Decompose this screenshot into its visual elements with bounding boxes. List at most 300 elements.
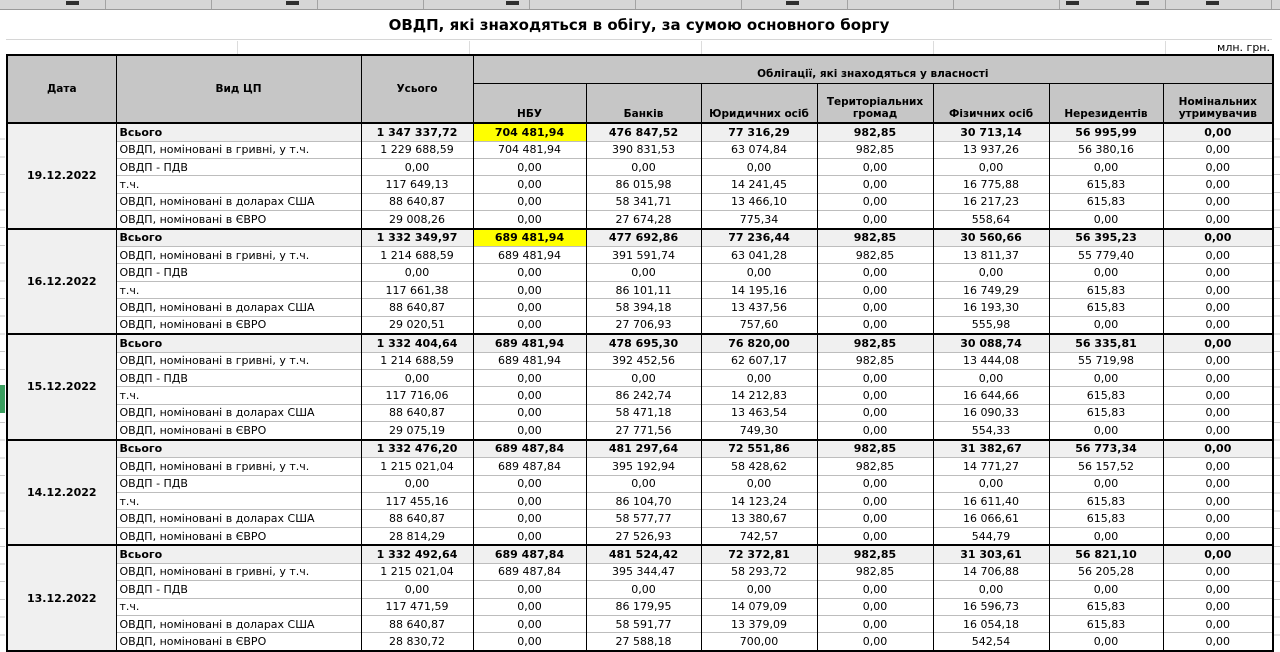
table-row bbox=[7, 492, 1273, 509]
total-value-cell: 0,00 bbox=[361, 264, 473, 281]
owner-value-cell: 16 596,73 bbox=[933, 598, 1049, 615]
owner-value-cell: 542,54 bbox=[933, 633, 1049, 651]
owner-value-cell: 0,00 bbox=[1163, 123, 1273, 141]
cut-off-text-mark bbox=[1066, 1, 1079, 5]
total-value-cell: 1 214 688,59 bbox=[361, 247, 473, 264]
owner-value-cell: 0,00 bbox=[1163, 247, 1273, 264]
col-header-nonresidents: Нерезидентів bbox=[1049, 83, 1163, 123]
row-label-cell: ОВДП, номіновані в гривні, у т.ч. bbox=[116, 563, 361, 580]
owner-value-cell: 0,00 bbox=[817, 316, 933, 334]
owner-value-cell: 0,00 bbox=[817, 404, 933, 421]
owner-value-cell: 0,00 bbox=[473, 316, 586, 334]
row-label-cell: т.ч. bbox=[116, 387, 361, 404]
owner-value-cell: 478 695,30 bbox=[586, 334, 701, 352]
owner-value-cell: 0,00 bbox=[1163, 176, 1273, 193]
owner-value-cell: 0,00 bbox=[473, 527, 586, 545]
owner-value-cell: 27 588,18 bbox=[586, 633, 701, 651]
owner-value-cell: 0,00 bbox=[817, 475, 933, 492]
total-value-cell: 28 814,29 bbox=[361, 527, 473, 545]
row-label-cell: ОВДП - ПДВ bbox=[116, 264, 361, 281]
owner-value-cell: 700,00 bbox=[701, 633, 817, 651]
owner-value-cell: 14 212,83 bbox=[701, 387, 817, 404]
table-row bbox=[7, 475, 1273, 492]
owner-value-cell: 0,00 bbox=[1163, 563, 1273, 580]
owner-value-cell: 0,00 bbox=[817, 527, 933, 545]
owner-value-cell: 554,33 bbox=[933, 422, 1049, 440]
owner-value-cell: 615,83 bbox=[1049, 598, 1163, 615]
cut-off-text-mark bbox=[786, 1, 799, 5]
owner-value-cell: 757,60 bbox=[701, 316, 817, 334]
owner-value-cell: 0,00 bbox=[1163, 281, 1273, 298]
owner-value-cell: 982,85 bbox=[817, 334, 933, 352]
owner-value-cell: 62 607,17 bbox=[701, 352, 817, 369]
cut-off-text-mark bbox=[1136, 1, 1149, 5]
owner-value-cell: 0,00 bbox=[1163, 141, 1273, 158]
row-label-cell: ОВДП, номіновані в ЄВРО bbox=[116, 422, 361, 440]
owner-value-cell: 0,00 bbox=[817, 510, 933, 527]
owner-value-cell: 749,30 bbox=[701, 422, 817, 440]
row-label-cell: ОВДП, номіновані в гривні, у т.ч. bbox=[116, 141, 361, 158]
owner-value-cell: 13 466,10 bbox=[701, 193, 817, 210]
owner-value-cell: 63 041,28 bbox=[701, 247, 817, 264]
table-row bbox=[7, 176, 1273, 193]
owner-value-cell: 0,00 bbox=[1163, 581, 1273, 598]
total-value-cell: 88 640,87 bbox=[361, 193, 473, 210]
table-row bbox=[7, 264, 1273, 281]
row-label-cell: ОВДП - ПДВ bbox=[116, 475, 361, 492]
row-label-cell: ОВДП, номіновані в гривні, у т.ч. bbox=[116, 458, 361, 475]
total-value-cell: 29 020,51 bbox=[361, 316, 473, 334]
date-cell: 13.12.2022 bbox=[7, 545, 116, 651]
owner-value-cell: 0,00 bbox=[817, 387, 933, 404]
owner-value-cell: 0,00 bbox=[473, 633, 586, 651]
owner-value-cell: 0,00 bbox=[1049, 316, 1163, 334]
owner-value-cell: 0,00 bbox=[817, 598, 933, 615]
owner-value-cell: 390 831,53 bbox=[586, 141, 701, 158]
col-header-individuals: Фізичних осіб bbox=[933, 83, 1049, 123]
total-value-cell: 1 332 404,64 bbox=[361, 334, 473, 352]
total-value-cell: 117 455,16 bbox=[361, 492, 473, 509]
owner-value-cell: 16 775,88 bbox=[933, 176, 1049, 193]
owner-value-cell: 0,00 bbox=[473, 299, 586, 316]
table-row bbox=[7, 581, 1273, 598]
owner-value-cell: 55 719,98 bbox=[1049, 352, 1163, 369]
owner-value-cell: 615,83 bbox=[1049, 193, 1163, 210]
owner-value-cell: 742,57 bbox=[701, 527, 817, 545]
owner-value-cell: 0,00 bbox=[473, 422, 586, 440]
owner-value-cell: 0,00 bbox=[586, 475, 701, 492]
owner-value-cell: 0,00 bbox=[933, 370, 1049, 387]
owner-value-cell: 30 560,66 bbox=[933, 229, 1049, 247]
owner-value-cell: 86 101,11 bbox=[586, 281, 701, 298]
owner-value-cell: 481 524,42 bbox=[586, 545, 701, 563]
owner-value-cell: 31 382,67 bbox=[933, 440, 1049, 458]
owner-value-cell: 982,85 bbox=[817, 247, 933, 264]
cut-off-text-mark bbox=[1206, 1, 1219, 5]
owner-value-cell: 16 090,33 bbox=[933, 404, 1049, 421]
owner-value-cell: 0,00 bbox=[473, 598, 586, 615]
table-row bbox=[7, 598, 1273, 615]
owner-value-cell: 615,83 bbox=[1049, 176, 1163, 193]
owner-value-cell: 481 297,64 bbox=[586, 440, 701, 458]
owner-value-cell: 0,00 bbox=[473, 193, 586, 210]
owner-value-cell: 0,00 bbox=[1163, 370, 1273, 387]
highlighted-nbu-value-cell: 704 481,94 bbox=[473, 123, 586, 141]
table-row bbox=[7, 281, 1273, 298]
date-cell: 14.12.2022 bbox=[7, 440, 116, 546]
owner-value-cell: 0,00 bbox=[1163, 316, 1273, 334]
owner-value-cell: 86 015,98 bbox=[586, 176, 701, 193]
col-header-banks: Банків bbox=[586, 83, 701, 123]
owner-value-cell: 14 195,16 bbox=[701, 281, 817, 298]
col-header-territorial: Територіальних громад bbox=[817, 83, 933, 123]
owner-value-cell: 0,00 bbox=[817, 492, 933, 509]
owner-value-cell: 689 487,84 bbox=[473, 458, 586, 475]
col-header-total: Усього bbox=[361, 55, 473, 123]
owner-value-cell: 982,85 bbox=[817, 458, 933, 475]
table-row bbox=[7, 527, 1273, 545]
row-label-cell: ОВДП, номіновані в доларах США bbox=[116, 193, 361, 210]
owner-value-cell: 0,00 bbox=[1049, 264, 1163, 281]
owner-value-cell: 395 192,94 bbox=[586, 458, 701, 475]
owner-value-cell: 395 344,47 bbox=[586, 563, 701, 580]
total-value-cell: 1 332 492,64 bbox=[361, 545, 473, 563]
owner-value-cell: 555,98 bbox=[933, 316, 1049, 334]
owner-value-cell: 58 428,62 bbox=[701, 458, 817, 475]
row-label-cell: ОВДП, номіновані в ЄВРО bbox=[116, 316, 361, 334]
col-header-type: Вид ЦП bbox=[116, 55, 361, 123]
owner-value-cell: 0,00 bbox=[1163, 158, 1273, 175]
owner-value-cell: 0,00 bbox=[473, 387, 586, 404]
owner-value-cell: 982,85 bbox=[817, 123, 933, 141]
col-header-date: Дата bbox=[7, 55, 116, 123]
table-row bbox=[7, 141, 1273, 158]
owner-value-cell: 86 179,95 bbox=[586, 598, 701, 615]
owner-value-cell: 56 335,81 bbox=[1049, 334, 1163, 352]
owner-value-cell: 615,83 bbox=[1049, 404, 1163, 421]
table-row bbox=[7, 422, 1273, 440]
owner-value-cell: 476 847,52 bbox=[586, 123, 701, 141]
owner-value-cell: 689 487,84 bbox=[473, 563, 586, 580]
owner-value-cell: 0,00 bbox=[1163, 545, 1273, 563]
col-header-legal: Юридичних осіб bbox=[701, 83, 817, 123]
owner-value-cell: 16 611,40 bbox=[933, 492, 1049, 509]
owner-value-cell: 0,00 bbox=[701, 370, 817, 387]
owner-value-cell: 0,00 bbox=[586, 581, 701, 598]
owner-value-cell: 0,00 bbox=[817, 581, 933, 598]
owner-value-cell: 13 437,56 bbox=[701, 299, 817, 316]
row-label-cell: ОВДП, номіновані в доларах США bbox=[116, 299, 361, 316]
total-value-cell: 0,00 bbox=[361, 475, 473, 492]
row-label-cell: т.ч. bbox=[116, 281, 361, 298]
owner-value-cell: 704 481,94 bbox=[473, 141, 586, 158]
owner-value-cell: 13 380,67 bbox=[701, 510, 817, 527]
owner-value-cell: 0,00 bbox=[586, 370, 701, 387]
owner-value-cell: 72 551,86 bbox=[701, 440, 817, 458]
owner-value-cell: 0,00 bbox=[473, 404, 586, 421]
owner-value-cell: 77 236,44 bbox=[701, 229, 817, 247]
owner-value-cell: 0,00 bbox=[1163, 633, 1273, 651]
row-label-cell: Всього bbox=[116, 440, 361, 458]
row-label-cell: ОВДП - ПДВ bbox=[116, 581, 361, 598]
owner-value-cell: 0,00 bbox=[1163, 264, 1273, 281]
owner-value-cell: 14 079,09 bbox=[701, 598, 817, 615]
owner-value-cell: 27 674,28 bbox=[586, 211, 701, 229]
row-label-cell: ОВДП, номіновані в доларах США bbox=[116, 404, 361, 421]
owner-value-cell: 0,00 bbox=[817, 299, 933, 316]
owner-value-cell: 0,00 bbox=[1163, 334, 1273, 352]
owner-value-cell: 0,00 bbox=[1049, 475, 1163, 492]
owner-value-cell: 0,00 bbox=[817, 264, 933, 281]
table-row bbox=[7, 193, 1273, 210]
owner-value-cell: 0,00 bbox=[933, 581, 1049, 598]
owner-value-cell: 27 706,93 bbox=[586, 316, 701, 334]
table-row bbox=[7, 211, 1273, 229]
group-total-row bbox=[7, 229, 1273, 247]
group-total-row bbox=[7, 123, 1273, 141]
table-row bbox=[7, 615, 1273, 632]
row-label-cell: ОВДП, номіновані в доларах США bbox=[116, 615, 361, 632]
row-label-cell: Всього bbox=[116, 229, 361, 247]
total-value-cell: 0,00 bbox=[361, 370, 473, 387]
total-value-cell: 28 830,72 bbox=[361, 633, 473, 651]
owner-value-cell: 58 394,18 bbox=[586, 299, 701, 316]
table-row bbox=[7, 404, 1273, 421]
owner-value-cell: 27 771,56 bbox=[586, 422, 701, 440]
row-label-cell: ОВДП, номіновані в гривні, у т.ч. bbox=[116, 352, 361, 369]
total-value-cell: 1 214 688,59 bbox=[361, 352, 473, 369]
owner-value-cell: 13 444,08 bbox=[933, 352, 1049, 369]
owner-value-cell: 615,83 bbox=[1049, 299, 1163, 316]
owner-value-cell: 16 054,18 bbox=[933, 615, 1049, 632]
owner-value-cell: 689 487,84 bbox=[473, 440, 586, 458]
owner-value-cell: 13 811,37 bbox=[933, 247, 1049, 264]
owner-value-cell: 16 217,23 bbox=[933, 193, 1049, 210]
total-value-cell: 29 075,19 bbox=[361, 422, 473, 440]
owner-value-cell: 615,83 bbox=[1049, 615, 1163, 632]
group-total-row bbox=[7, 334, 1273, 352]
row-label-cell: ОВДП, номіновані в ЄВРО bbox=[116, 211, 361, 229]
owner-value-cell: 56 773,34 bbox=[1049, 440, 1163, 458]
row-label-cell: ОВДП, номіновані в ЄВРО bbox=[116, 633, 361, 651]
total-value-cell: 0,00 bbox=[361, 581, 473, 598]
total-value-cell: 88 640,87 bbox=[361, 404, 473, 421]
owner-value-cell: 615,83 bbox=[1049, 510, 1163, 527]
owner-value-cell: 14 706,88 bbox=[933, 563, 1049, 580]
table-row bbox=[7, 158, 1273, 175]
total-value-cell: 88 640,87 bbox=[361, 299, 473, 316]
owner-value-cell: 0,00 bbox=[1163, 510, 1273, 527]
owner-value-cell: 0,00 bbox=[473, 492, 586, 509]
owner-value-cell: 72 372,81 bbox=[701, 545, 817, 563]
row-label-cell: Всього bbox=[116, 123, 361, 141]
table-row bbox=[7, 510, 1273, 527]
table-row bbox=[7, 370, 1273, 387]
total-value-cell: 1 332 476,20 bbox=[361, 440, 473, 458]
owner-value-cell: 30 713,14 bbox=[933, 123, 1049, 141]
green-row-marker bbox=[0, 385, 5, 413]
total-value-cell: 1 215 021,04 bbox=[361, 563, 473, 580]
owner-value-cell: 392 452,56 bbox=[586, 352, 701, 369]
owner-value-cell: 982,85 bbox=[817, 141, 933, 158]
owner-value-cell: 56 821,10 bbox=[1049, 545, 1163, 563]
owner-value-cell: 0,00 bbox=[1049, 633, 1163, 651]
table-row bbox=[7, 387, 1273, 404]
cut-off-text-mark bbox=[286, 1, 299, 5]
owner-value-cell: 0,00 bbox=[1049, 581, 1163, 598]
owner-value-cell: 0,00 bbox=[473, 281, 586, 298]
owner-value-cell: 0,00 bbox=[933, 158, 1049, 175]
owner-value-cell: 615,83 bbox=[1049, 492, 1163, 509]
owner-value-cell: 58 471,18 bbox=[586, 404, 701, 421]
row-label-cell: ОВДП - ПДВ bbox=[116, 158, 361, 175]
group-total-row bbox=[7, 440, 1273, 458]
total-value-cell: 1 347 337,72 bbox=[361, 123, 473, 141]
owner-value-cell: 0,00 bbox=[701, 475, 817, 492]
owner-value-cell: 0,00 bbox=[473, 370, 586, 387]
total-value-cell: 117 661,38 bbox=[361, 281, 473, 298]
owner-value-cell: 56 157,52 bbox=[1049, 458, 1163, 475]
table-row bbox=[7, 316, 1273, 334]
owner-value-cell: 982,85 bbox=[817, 352, 933, 369]
owner-value-cell: 982,85 bbox=[817, 229, 933, 247]
owner-value-cell: 0,00 bbox=[1163, 598, 1273, 615]
owner-value-cell: 0,00 bbox=[473, 176, 586, 193]
row-label-cell: т.ч. bbox=[116, 598, 361, 615]
owner-value-cell: 982,85 bbox=[817, 563, 933, 580]
row-label-cell: ОВДП, номіновані в гривні, у т.ч. bbox=[116, 247, 361, 264]
row-label-cell: ОВДП, номіновані в доларах США bbox=[116, 510, 361, 527]
table-row bbox=[7, 633, 1273, 651]
units-label: млн. грн. bbox=[6, 41, 1272, 54]
owner-value-cell: 13 937,26 bbox=[933, 141, 1049, 158]
owner-value-cell: 0,00 bbox=[1163, 387, 1273, 404]
owner-value-cell: 0,00 bbox=[933, 264, 1049, 281]
owner-value-cell: 0,00 bbox=[1049, 422, 1163, 440]
owner-value-cell: 0,00 bbox=[817, 281, 933, 298]
owner-value-cell: 391 591,74 bbox=[586, 247, 701, 264]
owner-value-cell: 14 241,45 bbox=[701, 176, 817, 193]
owner-value-cell: 0,00 bbox=[817, 193, 933, 210]
owner-value-cell: 0,00 bbox=[1163, 458, 1273, 475]
table-row bbox=[7, 352, 1273, 369]
total-value-cell: 117 716,06 bbox=[361, 387, 473, 404]
table-row bbox=[7, 299, 1273, 316]
owner-value-cell: 615,83 bbox=[1049, 387, 1163, 404]
owner-value-cell: 0,00 bbox=[473, 264, 586, 281]
owner-value-cell: 982,85 bbox=[817, 440, 933, 458]
owner-value-cell: 27 526,93 bbox=[586, 527, 701, 545]
owner-value-cell: 16 193,30 bbox=[933, 299, 1049, 316]
table-body bbox=[7, 123, 1273, 651]
total-value-cell: 1 229 688,59 bbox=[361, 141, 473, 158]
cut-off-text-mark bbox=[506, 1, 519, 5]
date-cell: 19.12.2022 bbox=[7, 123, 116, 229]
owner-value-cell: 0,00 bbox=[1163, 492, 1273, 509]
table-row bbox=[7, 563, 1273, 580]
row-label-cell: ОВДП, номіновані в ЄВРО bbox=[116, 527, 361, 545]
owner-value-cell: 30 088,74 bbox=[933, 334, 1049, 352]
owner-value-cell: 0,00 bbox=[1163, 352, 1273, 369]
total-value-cell: 29 008,26 bbox=[361, 211, 473, 229]
owner-value-cell: 58 591,77 bbox=[586, 615, 701, 632]
row-label-cell: т.ч. bbox=[116, 176, 361, 193]
row-label-cell: Всього bbox=[116, 545, 361, 563]
highlighted-nbu-value-cell: 689 481,94 bbox=[473, 229, 586, 247]
owner-value-cell: 63 074,84 bbox=[701, 141, 817, 158]
owner-value-cell: 0,00 bbox=[701, 264, 817, 281]
owner-value-cell: 16 644,66 bbox=[933, 387, 1049, 404]
bonds-table bbox=[6, 54, 1274, 652]
total-value-cell: 88 640,87 bbox=[361, 615, 473, 632]
row-label-cell: ОВДП - ПДВ bbox=[116, 370, 361, 387]
owner-value-cell: 689 481,94 bbox=[473, 352, 586, 369]
owner-value-cell: 544,79 bbox=[933, 527, 1049, 545]
owner-value-cell: 0,00 bbox=[1049, 211, 1163, 229]
owner-value-cell: 0,00 bbox=[473, 615, 586, 632]
cut-off-text-mark bbox=[66, 1, 79, 5]
cut-off-sheet-row bbox=[0, 0, 1280, 10]
owner-value-cell: 0,00 bbox=[1163, 440, 1273, 458]
owner-value-cell: 0,00 bbox=[817, 158, 933, 175]
owner-value-cell: 689 481,94 bbox=[473, 334, 586, 352]
owner-value-cell: 0,00 bbox=[586, 158, 701, 175]
owner-value-cell: 0,00 bbox=[473, 510, 586, 527]
owner-value-cell: 58 293,72 bbox=[701, 563, 817, 580]
owner-value-cell: 0,00 bbox=[1049, 158, 1163, 175]
owner-value-cell: 0,00 bbox=[817, 176, 933, 193]
date-cell: 16.12.2022 bbox=[7, 229, 116, 335]
row-label-cell: т.ч. bbox=[116, 492, 361, 509]
owner-value-cell: 58 341,71 bbox=[586, 193, 701, 210]
owner-value-cell: 13 379,09 bbox=[701, 615, 817, 632]
total-value-cell: 1 215 021,04 bbox=[361, 458, 473, 475]
owner-value-cell: 0,00 bbox=[701, 581, 817, 598]
owner-value-cell: 0,00 bbox=[1163, 229, 1273, 247]
owner-value-cell: 0,00 bbox=[1163, 404, 1273, 421]
page-title: ОВДП, які знаходяться в обігу, за сумою основного боргу bbox=[6, 10, 1272, 40]
owner-value-cell: 14 123,24 bbox=[701, 492, 817, 509]
owner-value-cell: 77 316,29 bbox=[701, 123, 817, 141]
owner-value-cell: 0,00 bbox=[473, 158, 586, 175]
total-value-cell: 117 471,59 bbox=[361, 598, 473, 615]
owner-value-cell: 0,00 bbox=[933, 475, 1049, 492]
owner-value-cell: 982,85 bbox=[817, 545, 933, 563]
row-label-cell: Всього bbox=[116, 334, 361, 352]
owner-value-cell: 0,00 bbox=[1163, 299, 1273, 316]
owner-value-cell: 0,00 bbox=[1163, 475, 1273, 492]
owner-value-cell: 14 771,27 bbox=[933, 458, 1049, 475]
owner-value-cell: 0,00 bbox=[817, 422, 933, 440]
owner-value-cell: 0,00 bbox=[1163, 193, 1273, 210]
owner-value-cell: 56 395,23 bbox=[1049, 229, 1163, 247]
owner-value-cell: 16 749,29 bbox=[933, 281, 1049, 298]
owner-value-cell: 0,00 bbox=[1163, 422, 1273, 440]
owner-value-cell: 16 066,61 bbox=[933, 510, 1049, 527]
owner-value-cell: 56 205,28 bbox=[1049, 563, 1163, 580]
table-row bbox=[7, 458, 1273, 475]
owner-value-cell: 0,00 bbox=[586, 264, 701, 281]
owner-value-cell: 0,00 bbox=[1049, 370, 1163, 387]
total-value-cell: 0,00 bbox=[361, 158, 473, 175]
owner-value-cell: 689 481,94 bbox=[473, 247, 586, 264]
owner-value-cell: 13 463,54 bbox=[701, 404, 817, 421]
owner-value-cell: 0,00 bbox=[1163, 527, 1273, 545]
owner-value-cell: 56 995,99 bbox=[1049, 123, 1163, 141]
owner-value-cell: 0,00 bbox=[473, 211, 586, 229]
owner-value-cell: 55 779,40 bbox=[1049, 247, 1163, 264]
owner-value-cell: 477 692,86 bbox=[586, 229, 701, 247]
